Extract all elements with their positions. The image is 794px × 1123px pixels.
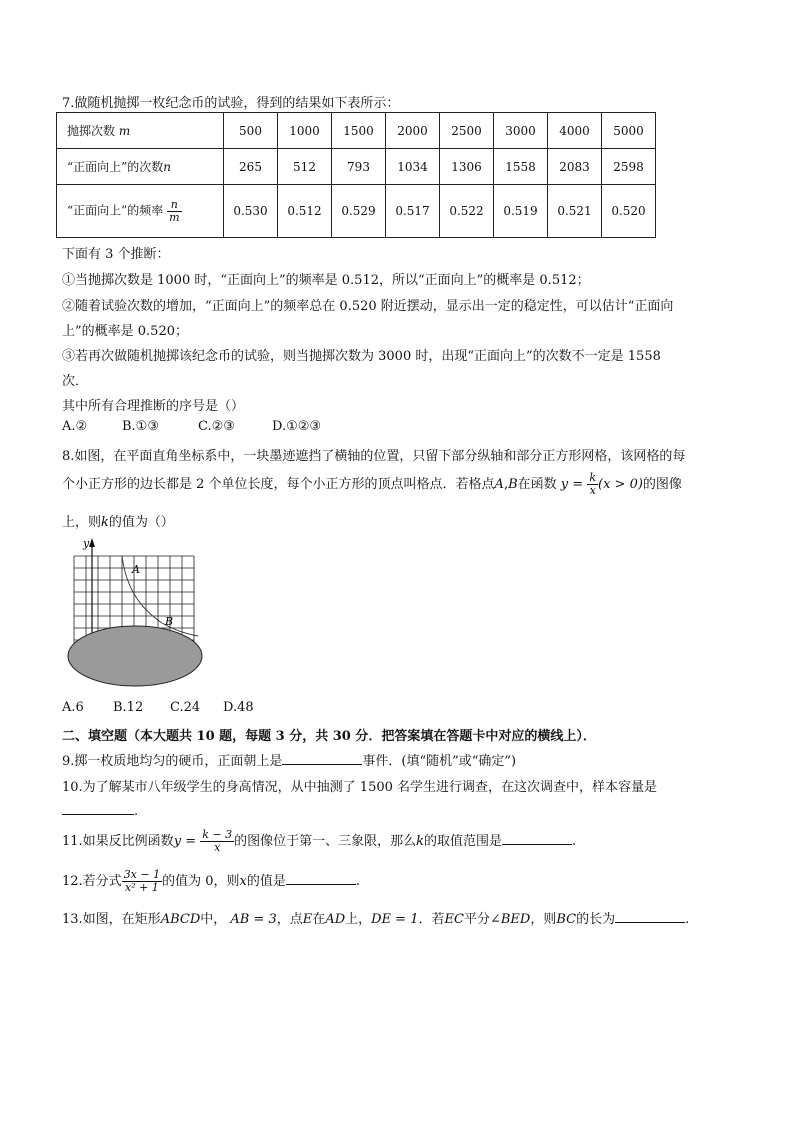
q7-option-c: C.②③ — [198, 419, 235, 434]
row-header-heads-frequency: “正面向上”的频率 $\frac{n}{m}$ — [57, 185, 224, 238]
y-axis-arrow-icon — [89, 538, 95, 547]
table-cell: 265 — [224, 149, 278, 185]
q7-statement-2-cont: 上”的概率是 0.520； — [62, 324, 188, 339]
table-cell: 2000 — [386, 113, 440, 149]
answer-blank[interactable] — [286, 872, 356, 885]
table-cell: 2500 — [440, 113, 494, 149]
q7-statement-2: ②随着试验次数的增加，“正面向上”的频率总在 0.520 附近摆动，显示出一定的稳定性，可以估计“正面向 — [62, 299, 674, 314]
table-cell: 512 — [278, 149, 332, 185]
table-cell: 2083 — [548, 149, 602, 185]
q7-statement-1: ①当抛掷次数是 1000 时，“正面向上”的频率是 0.512，所以“正面向上”的概率是 0.512； — [62, 273, 590, 288]
q7-option-a: A.② — [62, 419, 88, 434]
table-cell: 1558 — [494, 149, 548, 185]
row-header-tosses: 抛掷次数 m — [57, 113, 224, 149]
table-cell: 0.512 — [278, 185, 332, 238]
q8-option-b: B.12 — [113, 700, 144, 715]
table-cell: 0.517 — [386, 185, 440, 238]
table-cell: 0.530 — [224, 185, 278, 238]
answer-blank[interactable] — [615, 910, 685, 923]
table-cell: 500 — [224, 113, 278, 149]
q8-option-c: C.24 — [170, 700, 201, 715]
q7-option-b: B.①③ — [122, 419, 159, 434]
q9: 9.掷一枚质地均匀的硬币，正面朝上是 事件．(填“随机”或“确定”) — [62, 754, 517, 769]
table-cell: 1000 — [278, 113, 332, 149]
q8-line-3: 上，则k的值为（） — [62, 515, 174, 530]
table-row — [57, 149, 656, 185]
table-cell: 0.519 — [494, 185, 548, 238]
table-cell: 0.529 — [332, 185, 386, 238]
q10: 10.为了解某市八年级学生的身高情况，从中抽测了 1500 名学生进行调查，在这次调查中，样本容量是 — [62, 780, 658, 795]
point-a-label: A — [132, 563, 140, 576]
table-cell: 3000 — [494, 113, 548, 149]
table-cell: 793 — [332, 149, 386, 185]
table-cell: 1306 — [440, 149, 494, 185]
table-cell: 4000 — [548, 113, 602, 149]
answer-blank[interactable] — [502, 832, 572, 845]
frequency-table — [56, 112, 656, 238]
table-cell: 1034 — [386, 149, 440, 185]
q11: 11.如果反比例函数y = $\frac{k - 3}{x}$ 的图像位于第一、三象限，那么k的取值范围是 . — [62, 828, 577, 854]
q7-statement-3-cont: 次． — [62, 374, 89, 389]
table-cell: 5000 — [602, 113, 656, 149]
ink-blot — [68, 626, 202, 686]
q12: 12.若分式 $\frac{3x - 1}{\text{x² + 1}}$ 的值为 0，则x的值是 . — [62, 868, 361, 894]
q8-option-d: D.48 — [223, 700, 254, 715]
q8-line-1: 8.如图，在平面直角坐标系中，一块墨迹遮挡了横轴的位置，只留下部分纵轴和部分正方形网格，该网格的每 — [62, 449, 686, 464]
q7-question: 其中所有合理推断的序号是（） — [62, 399, 245, 414]
section-heading: 二、填空题（本大题共 10 题，每题 3 分，共 30 分．把答案填在答题卡中对应的横线上）． — [62, 729, 596, 744]
row-header-heads-count: “正面向上”的次数n — [57, 149, 224, 185]
table-cell: 0.521 — [548, 185, 602, 238]
q8-option-a: A.6 — [62, 700, 84, 715]
y-axis-label: y — [83, 537, 90, 550]
table-cell: 0.522 — [440, 185, 494, 238]
q8-line-2: 个小正方形的边长都是 2 个单位长度，每个小正方形的顶点叫格点．若格点A,B在函数 y = $\frac{k}{x}$ (x > 0)的图像 — [62, 471, 682, 497]
answer-blank[interactable] — [282, 752, 362, 765]
q13: 13.如图，在矩形ABCD中， AB = 3，点E在AD上，DE = 1．若EC平分∠BED，则BC的长为 . — [62, 912, 690, 927]
answer-blank[interactable] — [62, 802, 134, 815]
table-row — [57, 185, 656, 238]
q7-option-d: D.①②③ — [272, 419, 322, 434]
q10-answer-line: . — [62, 802, 138, 819]
q7-intro: 下面有 3 个推断： — [62, 247, 170, 262]
table-cell: 0.520 — [602, 185, 656, 238]
table-cell: 1500 — [332, 113, 386, 149]
table-cell: 2598 — [602, 149, 656, 185]
table-row — [57, 113, 656, 149]
point-b-label: B — [165, 615, 174, 628]
grid-figure — [62, 533, 212, 693]
q7-statement-3: ③若再次做随机抛掷该纪念币的试验，则当抛掷次数为 3000 时，出现“正面向上”的次数不一定是 1558 — [62, 349, 661, 364]
q7-title: 7.做随机抛掷一枚纪念币的试验，得到的结果如下表所示： — [62, 96, 400, 111]
